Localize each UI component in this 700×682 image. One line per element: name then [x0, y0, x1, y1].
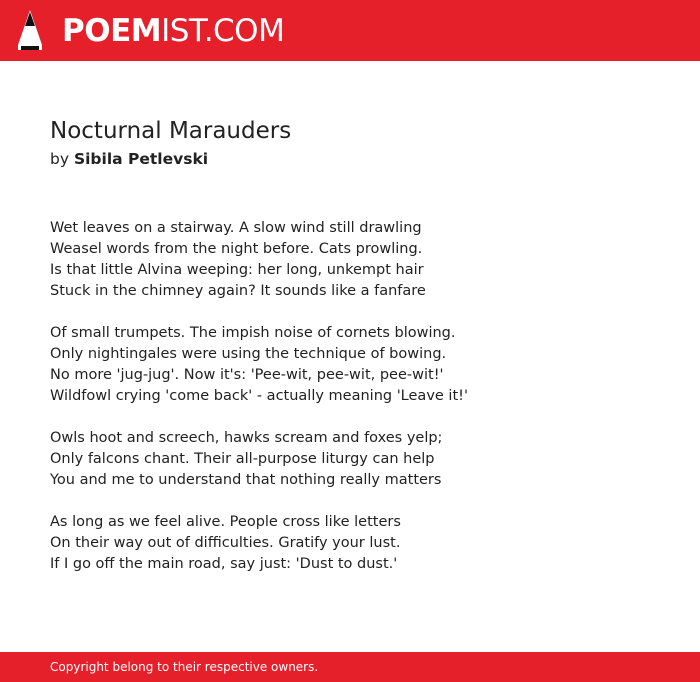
author-name: Sibila Petlevski	[73, 150, 209, 168]
poem-line: Wet leaves on a stairway. A slow wind still drawling	[50, 220, 422, 236]
site-header	[0, 0, 700, 61]
stanza	[50, 512, 650, 575]
byline	[50, 148, 208, 170]
pencil-icon[interactable]	[17, 9, 43, 51]
poem-line: Stuck in the chimney again? It sounds like a fanfare	[50, 283, 426, 299]
logo-bold-text: POEM	[62, 13, 162, 49]
poem-line: Wildfowl crying 'come back' - actually meaning 'Leave it!'	[50, 388, 468, 404]
poem-line: On their way out of difficulties. Gratify your lust.	[50, 535, 401, 551]
poem-line: If I go off the main road, say just: 'Dust to dust.'	[50, 556, 398, 572]
poem-line: Only falcons chant. Their all-purpose liturgy can help	[50, 451, 435, 467]
poem-body	[50, 218, 650, 596]
logo-light-text: IST.COM	[161, 13, 285, 49]
site-footer	[0, 652, 700, 682]
by-label: by	[50, 150, 70, 168]
site-logo[interactable]	[62, 13, 284, 49]
poem-line: Is that little Alvina weeping: her long, unkempt hair	[50, 262, 424, 278]
poem-line: Owls hoot and screech, hawks scream and foxes yelp;	[50, 430, 443, 446]
stanza	[50, 323, 650, 407]
poem-line: As long as we feel alive. People cross like letters	[50, 514, 401, 530]
poem-line: No more 'jug-jug'. Now it's: 'Pee-wit, pee-wit, pee-wit!'	[50, 367, 444, 383]
copyright-text: Copyright belong to their respective owners.	[50, 660, 319, 674]
poem-line: Of small trumpets. The impish noise of cornets blowing.	[50, 325, 456, 341]
poem-line: You and me to understand that nothing really matters	[50, 472, 442, 488]
stanza	[50, 428, 650, 491]
poem-title: Nocturnal Marauders	[50, 118, 292, 144]
poem-line: Weasel words from the night before. Cats prowling.	[50, 241, 423, 257]
poem-line: Only nightingales were using the technique of bowing.	[50, 346, 447, 362]
stanza	[50, 218, 650, 302]
